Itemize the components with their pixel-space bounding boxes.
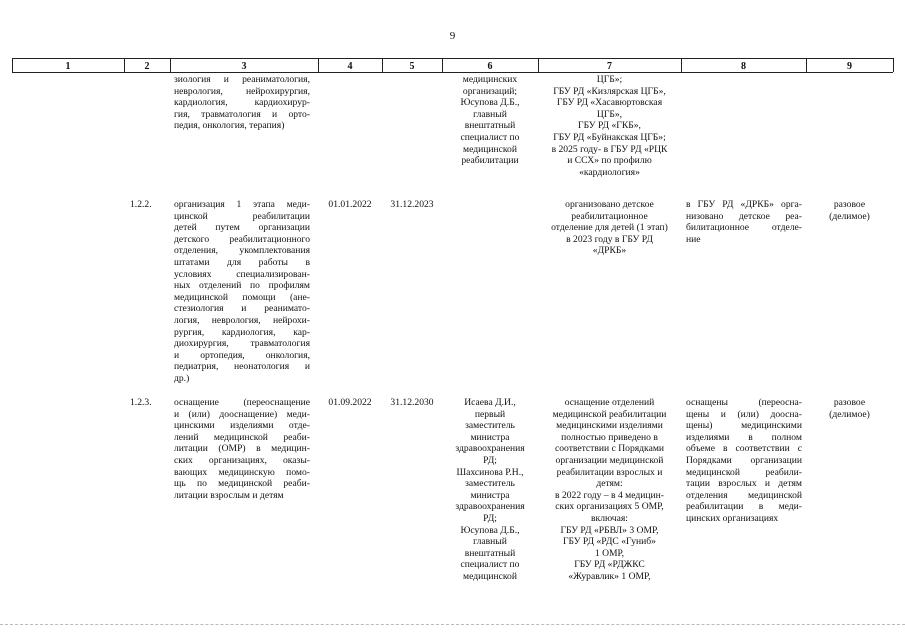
column-header: 3	[241, 61, 247, 72]
row-a-result: ЦГБ»; ГБУ РД «Кизлярская ЦГБ», ГБУ РД «Хасавюртовская ЦГБ», ГБУ РД «ГКБ», ГБУ РД «Буйнакская ЦГБ»; в 2025 году- в ГБУ РД «РЦК и ССХ» по профилю «кардиология»	[551, 74, 668, 178]
page-bottom-edge	[0, 624, 905, 625]
column-header: 8	[741, 61, 746, 72]
start-date: 01.09.2022	[328, 397, 372, 408]
row-c-indicator: оснащены (переосна- щены и (или) доосна- щены) медицинскими изделиями в полном объеме в соответствии с Порядками организации медицинской реабили- тации взрослых и детям отделения медицинской реабилитации в меди- цинских организациях	[686, 397, 802, 524]
column-header: 6	[487, 61, 493, 72]
row-c-result: оснащение отделений медицинской реабилитации медицинскими изделиями полностью приведено в соответствии с Порядками организации медицинской реабилитации взрослых и детям: в 2022 году – в 4 медицин- ских организациях 5 ОМР, включая: ГБУ РД «РБВЛ» 3 ОМР, ГБУ РД «РДС «Гуниб» 1 ОМР, ГБУ РД «РДЖКС «Журавлик» 1 ОМР,	[552, 397, 667, 582]
row-b-description: организация 1 этапа меди- цинской реабилитации детей путем организации детского реабилитационного отделения, укомплектования штатами для работы в условиях специализирован- ных отделений по профилям медицинской помощи (ане- стезиология и реанимато- логия, неврология, нейрохи- рургия, кардиология, кар- диохирургия, травматология и ортопедия, онкология, педиатрия, неонатология и др.)	[174, 199, 310, 384]
row-b-result: организовано детское реабилитационное отделение для детей (1 этап) в 2023 году в ГБУ РД «ДРКБ»	[551, 199, 668, 257]
row-b-indicator: в ГБУ РД «ДРКБ» орга- низовано детское реа- билитационное отделе- ние	[686, 199, 802, 245]
start-date: 01.01.2022	[328, 199, 372, 210]
row-b-type: разовое (делимое)	[829, 199, 870, 222]
page-number: 9	[449, 30, 456, 42]
row-a-responsible: медицинских организаций; Юсупова Д.Б., главный внештатный специалист по медицинской реабилитации	[460, 74, 520, 167]
row-number: 1.2.3.	[130, 397, 152, 408]
column-header: 2	[144, 61, 150, 72]
row-number: 1.2.2.	[130, 199, 152, 210]
column-header: 5	[409, 61, 415, 72]
table-top-border	[12, 58, 893, 59]
end-date: 31.12.2030	[390, 397, 434, 408]
row-a-description: зиология и реаниматология, неврология, нейрохирургия, кардиология, кардиохирур- гия, травматология и орто- педия, онкология, терапия)	[174, 74, 310, 132]
end-date: 31.12.2023	[390, 199, 434, 210]
row-c-type: разовое (делимое)	[829, 397, 870, 420]
row-c-description: оснащение (переоснащение и (или) дооснащение) меди- цинскими изделиями отде- лений медицинской реаби- литации (ОМР) в медицин- ских организациях, оказы- вающих медицинскую помо- щь по медицинской реаби- литации взрослым и детям	[174, 397, 310, 501]
row-c-responsible: Исаева Д.И., первый заместитель министра здравоохранения РД; Шахсинова Р.Н., заместитель министра здравоохранения РД; Юсупова Д.Б., главный внештатный специалист по медицинской	[455, 397, 525, 582]
column-header: 4	[347, 61, 353, 72]
column-header: 7	[607, 61, 612, 72]
col-separator	[893, 58, 894, 72]
header-bottom-border	[12, 72, 893, 73]
column-header: 1	[65, 61, 71, 72]
column-header: 9	[847, 61, 852, 72]
